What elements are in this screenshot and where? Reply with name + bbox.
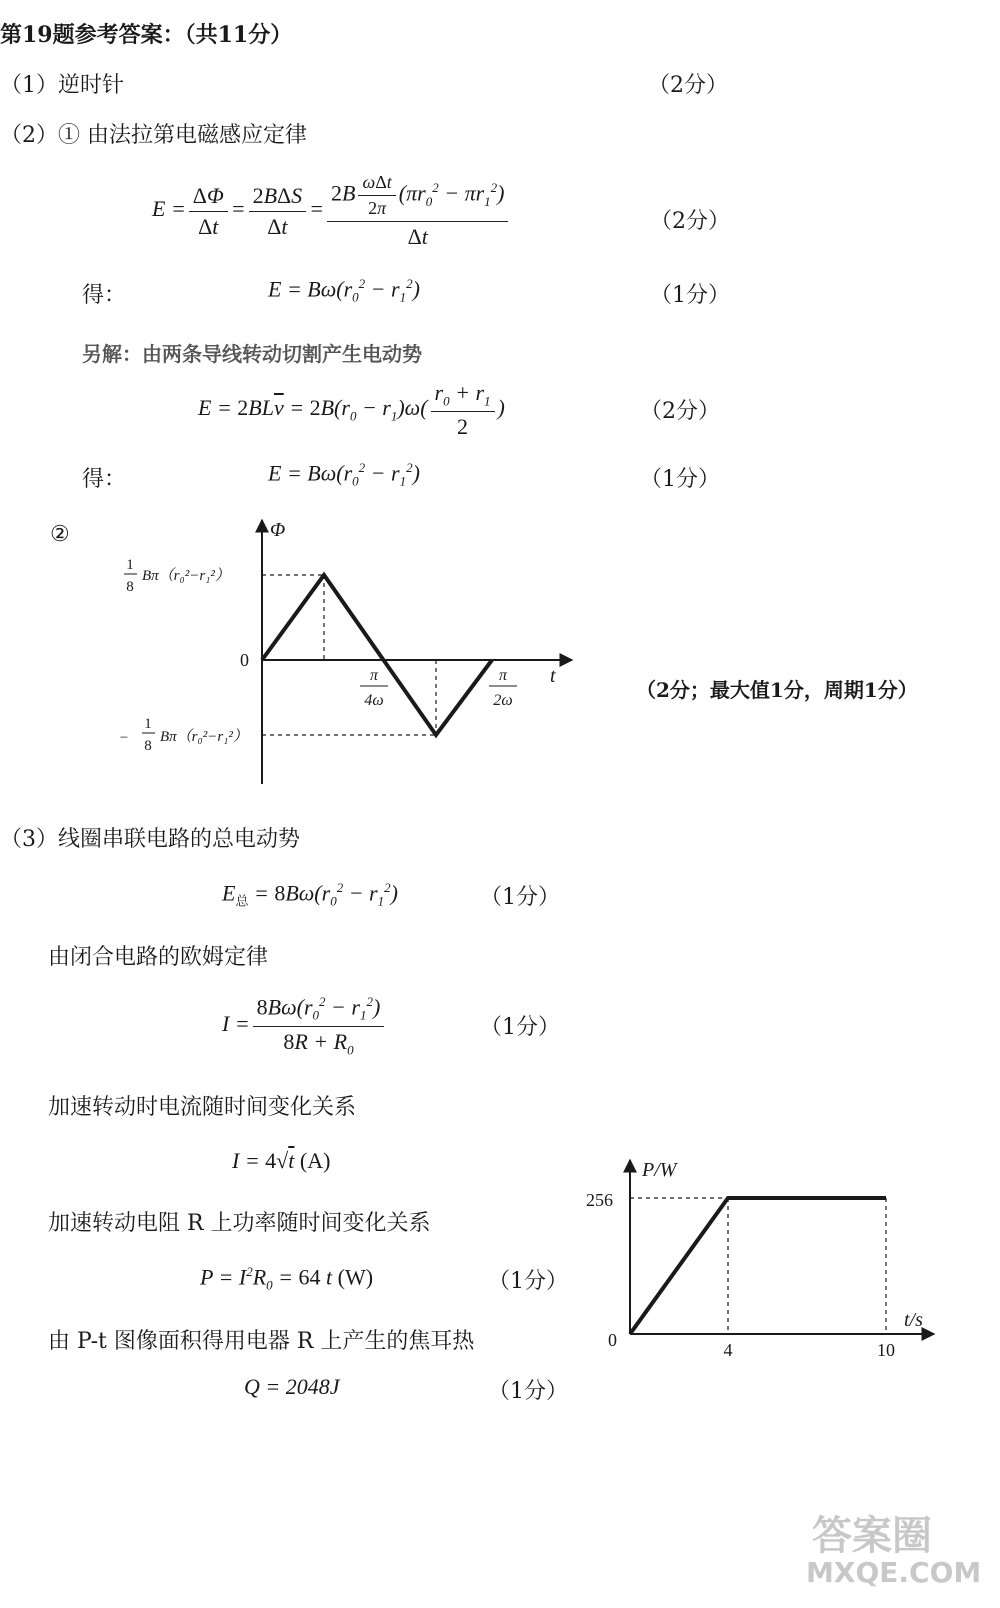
- score-eq2: （1分）: [650, 283, 730, 308]
- part1-label: （1）逆时针: [0, 73, 124, 98]
- t-axis-label: t: [550, 665, 556, 687]
- emf-result-2: $E = B\omega(r_0^2 - r_1^2)$: [268, 460, 420, 489]
- de-label-1: 得：: [82, 283, 127, 308]
- current-equation: I = $\frac{8B\omega(r_0^2 - r_1^2)}{8R + R_0}$: [222, 994, 387, 1058]
- joule-heat-label: 由 P-t 图像面积得用电器 R 上产生的焦耳热: [48, 1329, 475, 1354]
- part2-label: （2）① 由法拉第电磁感应定律: [0, 123, 307, 148]
- min-value-label: Bπ（r₀²−r₁²）: [160, 729, 248, 745]
- min-coef-num: 1: [144, 716, 152, 732]
- tick1-num: π: [369, 667, 379, 684]
- score-eq4: （1分）: [640, 467, 720, 492]
- origin-label: 0: [240, 650, 249, 670]
- score-p3-eq4: （1分）: [488, 1269, 568, 1294]
- tick1-den: 4ω: [364, 692, 384, 709]
- max-coef-num: 1: [126, 557, 134, 573]
- part1-score: （2分）: [648, 73, 728, 98]
- phi-axis-label: Φ: [270, 519, 286, 541]
- max-coef-den: 8: [126, 579, 134, 595]
- flux-curve: [262, 575, 492, 735]
- tick2-den: 2ω: [493, 692, 513, 709]
- score-p3-eq5: （1分）: [488, 1379, 568, 1404]
- score-eq3: （2分）: [640, 399, 720, 424]
- de-label-2: 得：: [82, 467, 127, 492]
- power-curve: [630, 1198, 886, 1334]
- watermark-logo: 答案圈: [812, 1513, 932, 1559]
- faraday-equation: E = $\frac{\Delta\Phi}{\Delta t}$ = $\frac{\text{2BΔS}}{\Delta t}$ = 2B $\frac{\text{ωΔt}}{2\pi}$ $(\pi r_0^2 - \pi r_1^2)$ Δt: [152, 172, 511, 250]
- heat-result: Q = 2048J: [244, 1374, 340, 1399]
- alt-solution-label: 另解：由两条导线转动切割产生电动势: [82, 342, 422, 366]
- watermark-url: MXQE.COM: [806, 1556, 982, 1589]
- x-tick-4: 4: [723, 1340, 733, 1360]
- current-sqrt-equation: I = 4√t (A): [232, 1148, 331, 1173]
- score-p3-eq2: （1分）: [480, 1015, 560, 1040]
- part3-label: （3）线圈串联电路的总电动势: [0, 827, 300, 852]
- power-time-label: 加速转动电阻 R 上功率随时间变化关系: [48, 1211, 431, 1236]
- tick2-num: π: [498, 667, 508, 684]
- score-eq1: （2分）: [650, 209, 730, 234]
- ohm-law-label: 由闭合电路的欧姆定律: [48, 945, 269, 970]
- origin-label-2: 0: [608, 1330, 617, 1350]
- circle-2-label: ②: [50, 522, 70, 547]
- x-tick-10: 10: [877, 1340, 895, 1360]
- y-tick-256: 256: [586, 1190, 613, 1210]
- flux-time-graph: [110, 512, 590, 792]
- graph-score: （2分；最大值1分，周期1分）: [636, 678, 918, 702]
- emf-result-1: $E = B\omega(r_0^2 - r_1^2)$: [268, 276, 420, 305]
- p-axis-label: P/W: [642, 1159, 677, 1181]
- max-value-label: Bπ（r₀²−r₁²）: [142, 568, 230, 584]
- current-time-label: 加速转动时电流随时间变化关系: [48, 1095, 357, 1120]
- min-sign: −: [119, 730, 129, 746]
- score-p3-eq1: （1分）: [480, 885, 560, 910]
- min-coef-den: 8: [144, 738, 152, 754]
- total-emf-equation: $E_总 = 8B\omega(r_0^2 - r_1^2)$: [222, 880, 398, 909]
- answer-title: 第19题参考答案：（共11分）: [0, 22, 293, 48]
- t-axis-label-2: t/s: [904, 1309, 923, 1331]
- cutting-equation: $E = 2BL\overline{v} = 2B(r_0 - r_1)\omega$( $\frac{r_0 + r_1}{2}$ ): [198, 380, 505, 440]
- power-time-graph: [578, 1150, 948, 1370]
- power-equation: $P = I^2R_0 = 64$ t (W): [200, 1264, 374, 1293]
